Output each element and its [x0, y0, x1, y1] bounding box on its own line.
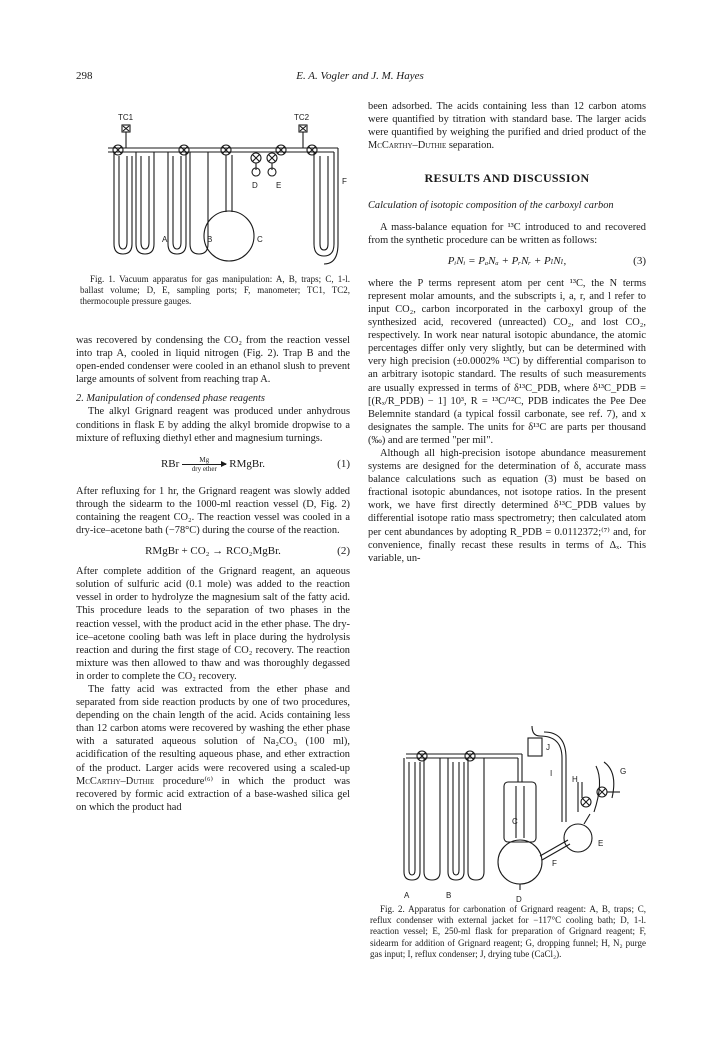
equation-3 — [368, 247, 646, 277]
fig2-label-e: E — [598, 839, 604, 848]
fig2-label-g: G — [620, 767, 627, 776]
equation-1 — [76, 445, 350, 485]
section-title-manipulation: 2. Manipulation of condensed phase reagents — [76, 393, 265, 405]
eq2-number: (2) — [337, 544, 350, 557]
eq3-text: PᵢNᵢ = PₐNₐ + PᵣNᵣ + PₗNₗ, — [447, 255, 567, 268]
left-p5-part-a: The fatty acid was extracted from the ether phase and separated from side reaction products by one of two procedures, depending on the chain length of the acid. Acids containing less than 12 carbon atoms were recovered by washing the ether phase with a saturated aqueous solution of Na₂CO₃ (100 ml), acidification of the resulting aqueous phase, and ether extraction of the product. Larger acids were recovered using a scaled-up — [76, 683, 350, 774]
figure-2-caption: Fig. 2. Apparatus for carbonation of Grignard reagent: A, B, traps; C, reflux condenser with external jacket for −117°C cooling bath; D, 1-l. reaction vessel; E, 250-ml flask for preparation of Grignard reagent; F, sidearm for addition of Grignard reagent; G, dropping funnel; H, N₂ purge gas input; I, reflux condenser; J, drying tube (CaCl₂). — [370, 904, 646, 959]
fig1-label-b: B — [207, 235, 213, 244]
eq1-reagent: Mg — [199, 456, 210, 465]
fig2-label-c: C — [512, 817, 518, 826]
eq1-reactant: RBr — [160, 458, 180, 471]
fig1-label-tc2: TC2 — [294, 113, 310, 122]
fig2-label-h: H — [572, 775, 578, 784]
fig2-label-d: D — [516, 895, 522, 902]
right-column — [368, 100, 646, 565]
eq1-product: RMgBr. — [229, 458, 266, 471]
left-paragraph-5 — [76, 683, 350, 814]
results-subheading: Calculation of isotopic composition of the carboxyl carbon — [368, 200, 614, 212]
figure-1-caption: Fig. 1. Vacuum apparatus for gas manipulation: A, B, traps; C, 1-l. ballast volume; D, E, sampling ports; F, manometer; TC1, TC2, thermocouple pressure gauges. — [80, 274, 350, 307]
fig1-label-a: A — [162, 235, 168, 244]
results-heading: RESULTS AND DISCUSSION — [424, 171, 590, 186]
figure-1-diagram — [76, 108, 352, 268]
right-paragraph-2: A mass-balance equation for ¹³C introduced to and recovered from the synthetic procedure can be written as follows: — [368, 221, 646, 246]
fig2-label-j: J — [546, 743, 550, 752]
page-number: 298 — [76, 70, 93, 82]
fig1-label-e: E — [276, 181, 282, 190]
fig2-label-f: F — [552, 859, 557, 868]
fig1-label-tc1: TC1 — [118, 113, 134, 122]
fig1-label-d: D — [252, 181, 258, 190]
left-paragraph-3: After refluxing for 1 hr, the Grignard reagent was slowly added through the sidearm to the 1000-ml reaction vessel (D, Fig. 2) containing the reagent CO₂. The reaction vessel was cooled in a dry-ice–acetone bath (−78°C) during the course of the reaction. — [76, 485, 350, 537]
right-paragraph-4: Although all high-precision isotope abundance measurement systems are designed for the determination of δ, accurate mass balance calculations such as equation (3) must be based on fractional isotopic abundances, not isotope ratios. In the present work, we have first directly determined δ¹³C_PDB values by differential isotope ratio mass spectrometry; then calculated atom per cent abundances by adopting R_PDB = 0.0112372;⁽⁷⁾ and, for convenience, finally recast these results in terms of Δₓ. This variable, un- — [368, 447, 646, 564]
left-paragraph-2: The alkyl Grignard reagent was produced under anhydrous conditions in flask E by adding the alkyl bromide dropwise to a mixture of refluxing diethyl ether and magnesium turnings. — [76, 406, 350, 444]
fig1-label-c: C — [257, 235, 263, 244]
fig1-label-f: F — [342, 177, 347, 186]
left-column — [76, 334, 350, 814]
fig2-label-a: A — [404, 891, 410, 900]
left-p5-procedure-name: McCarthy–Duthie — [76, 775, 155, 787]
right-paragraph-1 — [368, 100, 646, 152]
right-paragraph-3: where the P terms represent atom per cent ¹³C, the N terms represent molar amounts, and the subscripts i, a, r, and l refer to input CO₂, carbon incorporated in the carboxyl group of the synthesized acid, recovered (unreacted) CO₂, and lost CO₂, respectively. In work near natural isotopic abundance, the atomic percentages differ only very slightly, but can be determined with very high precision (±0.0002% ¹³C) by differential comparison to an arbitrary isotopic standard. The results of such measurements are usually expressed in terms of δ¹³C_PDB, where δ¹³C_PDB = [(Rₓ/R_PDB) − 1] 10³, R = ¹³C/¹²C, PDB indicates the Pee Dee Belemnite standard (a typical fossil carbonate, see ref. 7), and x designates the sample. The units for δ¹³C are parts per thousand (‰) and are termed "per mil". — [368, 277, 646, 446]
right-p1-procedure-name: McCarthy–Duthie — [368, 140, 447, 152]
running-head: E. A. Vogler and J. M. Hayes — [296, 70, 424, 82]
eq2-text: RMgBr + CO₂ → RCO₂MgBr. — [145, 544, 281, 557]
right-p1-part-a: been adsorbed. The acids containing less than 12 carbon atoms were quantified by titration with standard base. The larger acids were quantified by weighing the purified and dried product of the — [368, 101, 646, 139]
eq1-solvent: dry ether — [191, 465, 217, 474]
eq3-number: (3) — [633, 255, 646, 268]
figure-2-diagram — [372, 722, 648, 902]
fig2-label-b: B — [446, 891, 452, 900]
eq1-arrow — [182, 456, 226, 473]
left-paragraph-4: After complete addition of the Grignard reagent, an aqueous solution of sulfuric acid (0.1 mole) was added to the reaction vessel in order to hydrolyze the magnesium salt of the fatty acid. This procedure leads to the separation of two phases in the reaction vessel, with the product acid in the ether phase. The dry-ice–acetone cooling bath was left in place during the hydrolysis reaction and during the first stage of CO₂ recovery. The reaction mixture was then allowed to thaw and was thoroughly degassed in order to complete the CO₂ recovery. — [76, 566, 350, 682]
right-p1-part-b: separation. — [446, 140, 495, 152]
equation-2 — [76, 537, 350, 565]
left-paragraph-1: was recovered by condensing the CO₂ from the reaction vessel into trap A, cooled in liquid nitrogen (Fig. 2). Trap B and the open-ended condenser were cooled in an ethanol slush to prevent large amounts of solvent from reaching trap A. — [76, 335, 350, 386]
eq1-number: (1) — [337, 458, 350, 471]
fig2-label-i: I — [550, 769, 553, 778]
left-p5-part-b: procedure⁽⁶⁾ in which the product was recovered by formic acid extraction of a base-washed silica gel on which the product had — [76, 775, 350, 813]
